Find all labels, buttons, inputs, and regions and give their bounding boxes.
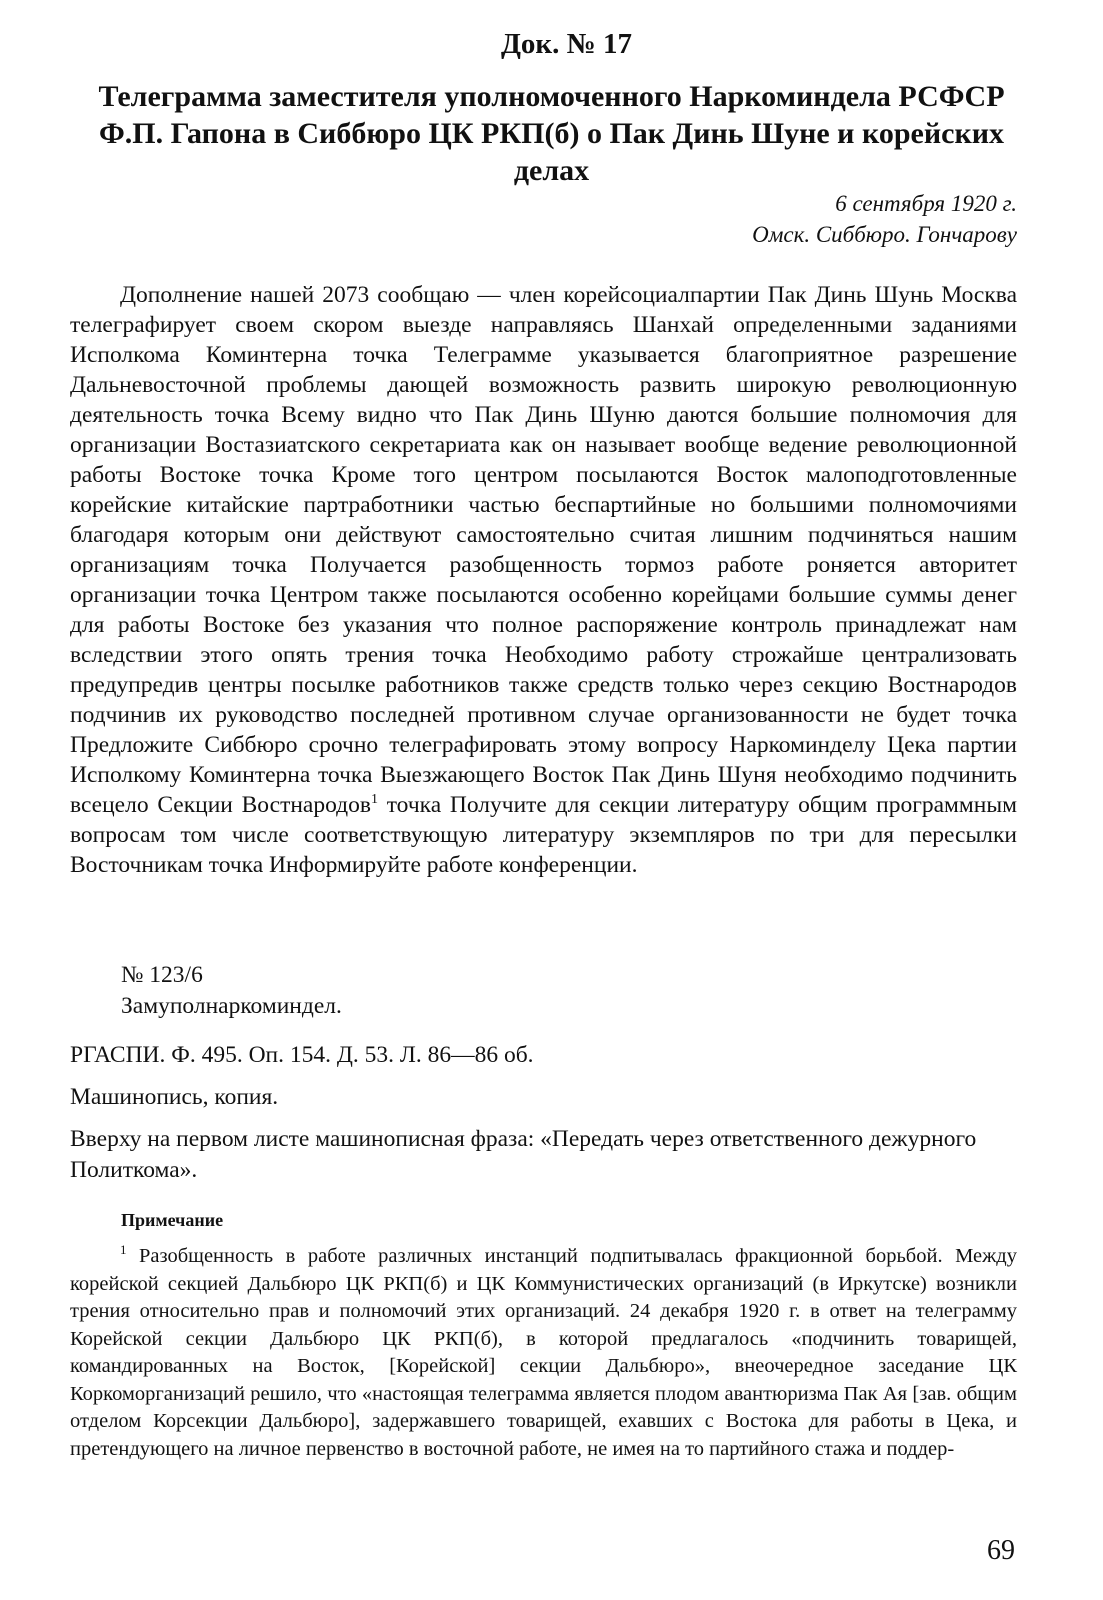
footnote-reference[interactable]: 1 xyxy=(370,792,378,808)
footnote-item xyxy=(70,1243,1017,1463)
document-number: Док. № 17 xyxy=(500,28,633,60)
typescript-note: Машинопись, копия. xyxy=(70,1084,279,1110)
document-addressee: Омск. Сиббюро. Гончарову xyxy=(752,222,1017,247)
signature-name: Замуполнаркоминдел. xyxy=(121,993,342,1019)
page-number: 69 xyxy=(987,1535,1015,1566)
notes-heading: Примечание xyxy=(121,1210,224,1230)
document-date: 6 сентября 1920 г. xyxy=(835,191,1017,216)
signature-block xyxy=(121,960,342,1022)
archive-reference: РГАСПИ. Ф. 495. Оп. 154. Д. 53. Л. 86—86 об. xyxy=(70,1042,534,1068)
dateline xyxy=(752,188,1017,250)
footnote-text: Разобщенность в работе различных инстанций подпитывалась фракционной борьбой. Между корейской секцией Дальбюро ЦК РКП(б) и ЦК Коммунистических организаций (в Иркутске) возникли трения относительно прав и полномочий этих организаций. 24 декабря 1920 г. в ответ на телеграмму Корейской секции Дальбюро ЦК РКП(б), в которой предлагалось «подчинить товарищей, командированных на Восток, [Корейской] секции Дальбюро», внеочередное заседание ЦК Коркоморганизаций решило, что «настоящая телеграмма является плодом авантюризма Пак Ая [зав. общим отделом Корсекции Дальбюро], задержавшего товарищей, ехавших с Востока для работы в Цека, и претендующего на личное первенство в восточной работе, не имея на то партийного стажа и поддер- xyxy=(70,1245,1017,1460)
header-remark: Вверху на первом листе машинописная фраза: «Передать через ответственного дежурного Политкома». xyxy=(70,1126,977,1183)
footnote xyxy=(70,1243,1017,1463)
body-paragraph xyxy=(70,280,1017,880)
body-text-part2: точка Получите для секции литературу общим программным вопросам том числе соответствующую литературу экземпляров по три для пересылки Восточникам точка Информируйте работе конференции. xyxy=(70,792,1017,878)
document-title: Телеграмма заместителя уполномоченного Наркоминдела РСФСР Ф.П. Гапона в Сиббюро ЦК РКП(б) о Пак Динь Шуне и корейских делах xyxy=(98,80,1005,187)
body-text-part1: Дополнение нашей 2073 сообщаю — член корейсоциалпартии Пак Динь Шунь Москва телеграфирует своем скором выезде направляясь Шанхай определенными заданиями Исполкома Коминтерна точка Телеграмме указывается благоприятное разрешение Дальневосточной проблемы дающей возможность развить широкую революционную деятельность точка Всему видно что Пак Динь Шуню даются большие полномочия для организации Востазиатского секретариата как он называет вообще ведение революционной работы Востоке точка Кроме того центром посылаются Восток малоподготовленные корейские китайские партработники частью беспартийные но большими полномочиями благодаря которым они действуют самостоятельно считая лишним подчиняться нашим организациям точка Получается разобщенность тормоз работе роняется авторитет организации точка Центром также посылаются особенно корейцами большие суммы денег для работы Востоке без указания что полное распоряжение контроль принадлежат нам вследствии этого опять трения точка Необходимо работу строжайше централизовать предупредив центры посылке работников также средств только через секцию Востнародов подчинив их руководство последней противном случае организованности не будет точка Предложите Сиббюро срочно телеграфировать этому вопросу Наркоминделу Цека партии Исполкому Коминтерна точка Выезжающего Восток Пак Динь Шуня необходимо подчинить всецело Секции Востнародов xyxy=(70,282,1017,818)
signature-number: № 123/6 xyxy=(121,962,203,988)
telegram-body xyxy=(70,280,1017,880)
footnote-marker: 1 xyxy=(120,1242,127,1258)
